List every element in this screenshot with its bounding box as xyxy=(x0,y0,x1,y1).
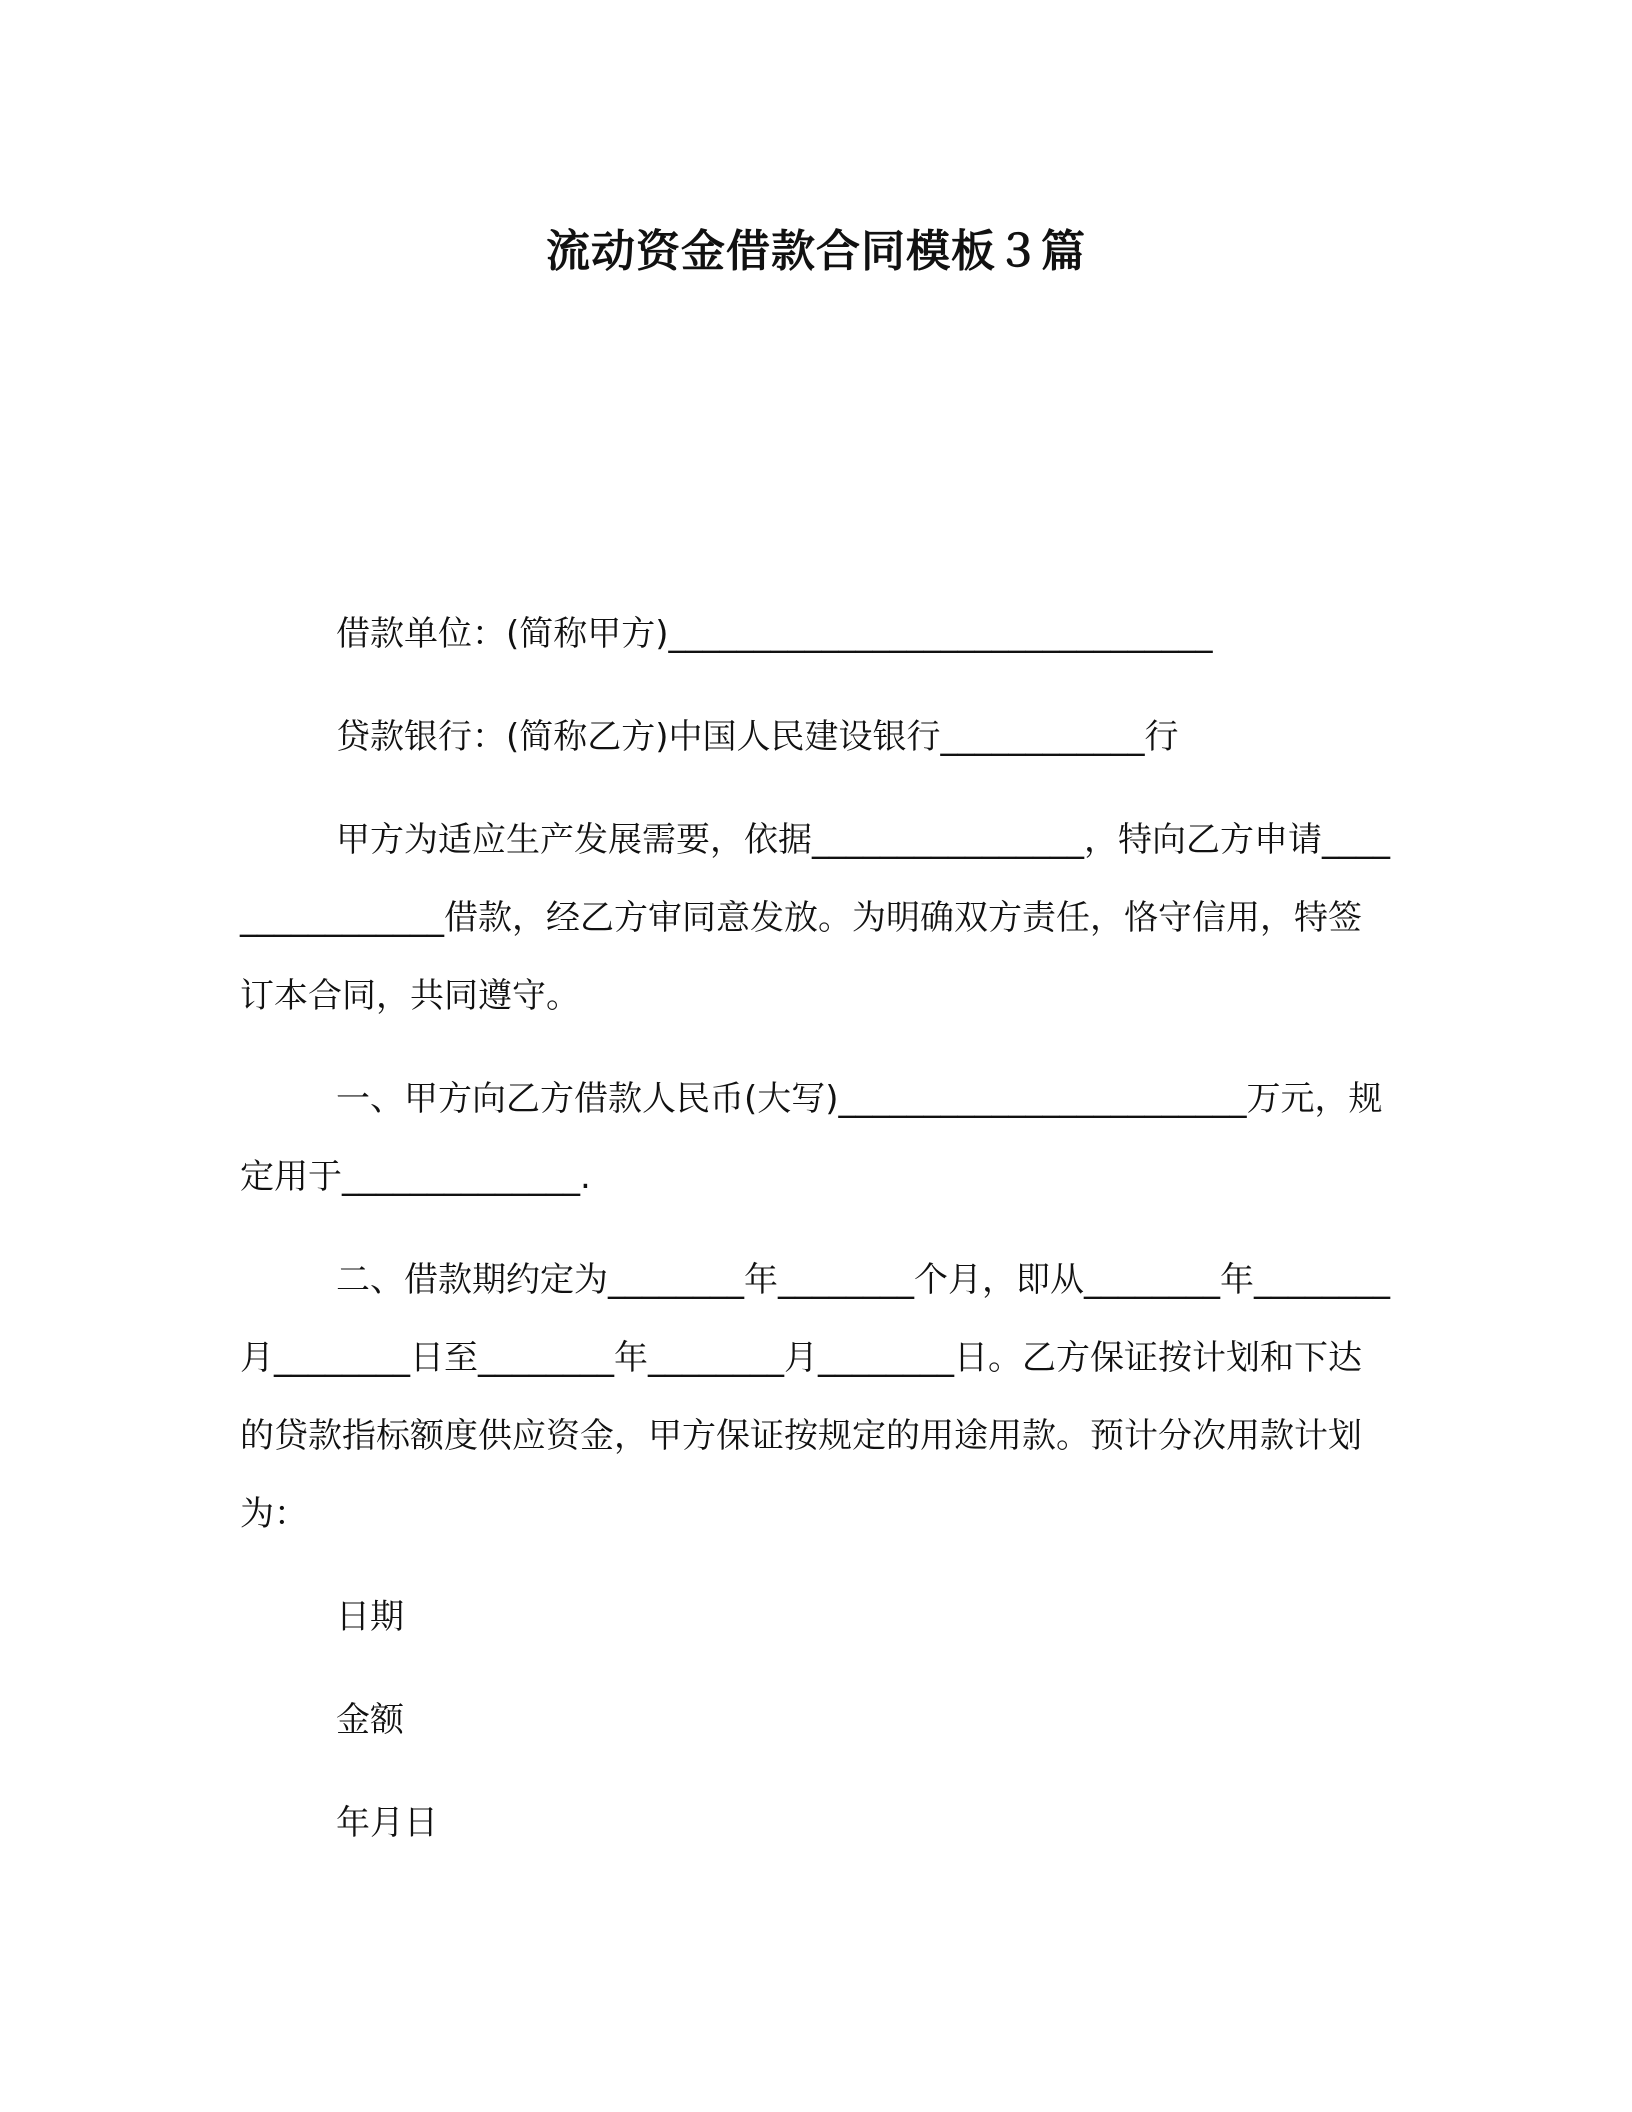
list-item-amount: 金额 xyxy=(336,1700,404,1740)
paragraph-lender: 贷款银行：(简称乙方)中国人民建设银行____________行 xyxy=(336,717,1179,757)
document-body xyxy=(240,595,1392,1887)
paragraph-clause-1: 一、甲方向乙方借款人民币(大写)________________________万元，规定用于______________. xyxy=(240,1079,1383,1197)
list-item-ymd: 年月日 xyxy=(336,1803,438,1843)
document-title: 流动资金借款合同模板３篇 xyxy=(546,226,1086,277)
paragraph-clause-2: 二、借款期约定为________年________个月，即从________年________月________日至________年________月________日。乙方保证按计划和下达的贷款指标额度供应资金，甲方保证按规定的用途用款。预计分次用款计划为： xyxy=(240,1260,1390,1534)
paragraph-preamble: 甲方为适应生产发展需要，依据________________，特向乙方申请________________借款，经乙方审同意发放。为明确双方责任，恪守信用，特签订本合同，共同遵守。 xyxy=(240,820,1390,1016)
paragraph-borrower: 借款单位：(简称甲方)________________________________ xyxy=(336,614,1213,654)
list-item-date: 日期 xyxy=(336,1597,404,1637)
